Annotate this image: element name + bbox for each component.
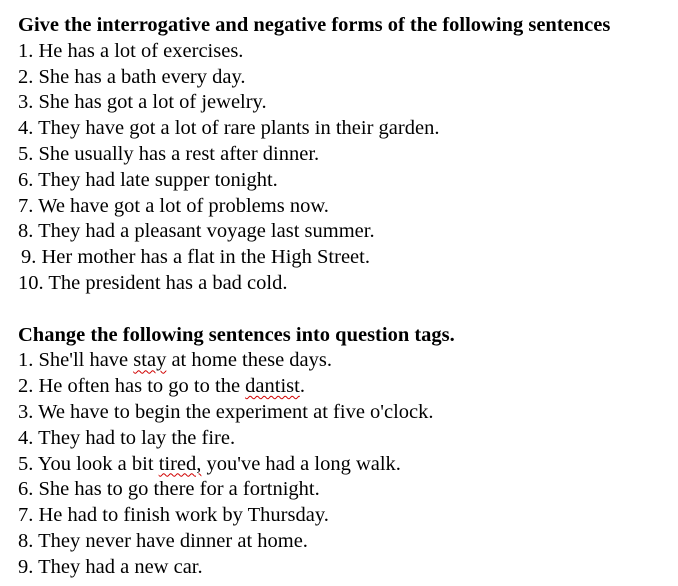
item-text: 7. He had to finish work by Thursday. bbox=[18, 504, 329, 527]
section2-item bbox=[18, 477, 673, 503]
section1-item: 4. They have got a lot of rare plants in their garden. bbox=[18, 117, 440, 140]
item-text: 4. They had to lay the fire. bbox=[18, 426, 236, 449]
section1-item: 8. They had a pleasant voyage last summer. bbox=[18, 220, 375, 243]
section1-item: 1. He has a lot of exercises. bbox=[18, 39, 244, 62]
section1-item: 6. They had late supper tonight. bbox=[18, 168, 278, 191]
spellcheck-flagged-word: stay bbox=[133, 349, 167, 372]
section1-item: 10. The president has a bad cold. bbox=[18, 271, 288, 294]
section1-item: 2. She has a bath every day. bbox=[18, 65, 246, 88]
item-text: you've had a long walk. bbox=[201, 452, 401, 475]
item-text: 1. She'll have bbox=[18, 349, 134, 372]
section1-item: 7. We have got a lot of problems now. bbox=[18, 194, 329, 217]
item-text: 3. We have to begin the experiment at five o'clock. bbox=[18, 400, 434, 423]
section2-item bbox=[18, 503, 673, 529]
section2-item bbox=[18, 452, 673, 478]
section2-item bbox=[18, 348, 673, 374]
section2-item bbox=[18, 374, 673, 400]
spellcheck-flagged-word: tired, bbox=[158, 452, 202, 475]
section2-item bbox=[18, 529, 673, 555]
spellcheck-flagged-word: dantist bbox=[245, 375, 300, 398]
item-text: 8. They never have dinner at home. bbox=[18, 529, 308, 552]
section1-item: 5. She usually has a rest after dinner. bbox=[18, 142, 320, 165]
document-page bbox=[18, 13, 673, 581]
section2-item bbox=[18, 426, 673, 452]
item-text: at home these days. bbox=[166, 349, 332, 372]
section2-heading: Change the following sentences into question tags. bbox=[18, 323, 455, 346]
item-text: 9. They had a new car. bbox=[18, 555, 203, 578]
section1-item: 3. She has got a lot of jewelry. bbox=[18, 91, 267, 114]
section2-item bbox=[18, 400, 673, 426]
item-text: 2. He often has to go to the bbox=[18, 375, 246, 398]
section2-item bbox=[18, 555, 673, 581]
item-text: 6. She has to go there for a fortnight. bbox=[18, 478, 320, 501]
item-text: . bbox=[299, 375, 305, 398]
section1-heading: Give the interrogative and negative forms of the following sentences bbox=[18, 14, 611, 36]
section1-item: 9. Her mother has a flat in the High Street. bbox=[21, 246, 370, 269]
item-text: 5. You look a bit bbox=[18, 452, 159, 475]
blank-line bbox=[18, 297, 673, 323]
